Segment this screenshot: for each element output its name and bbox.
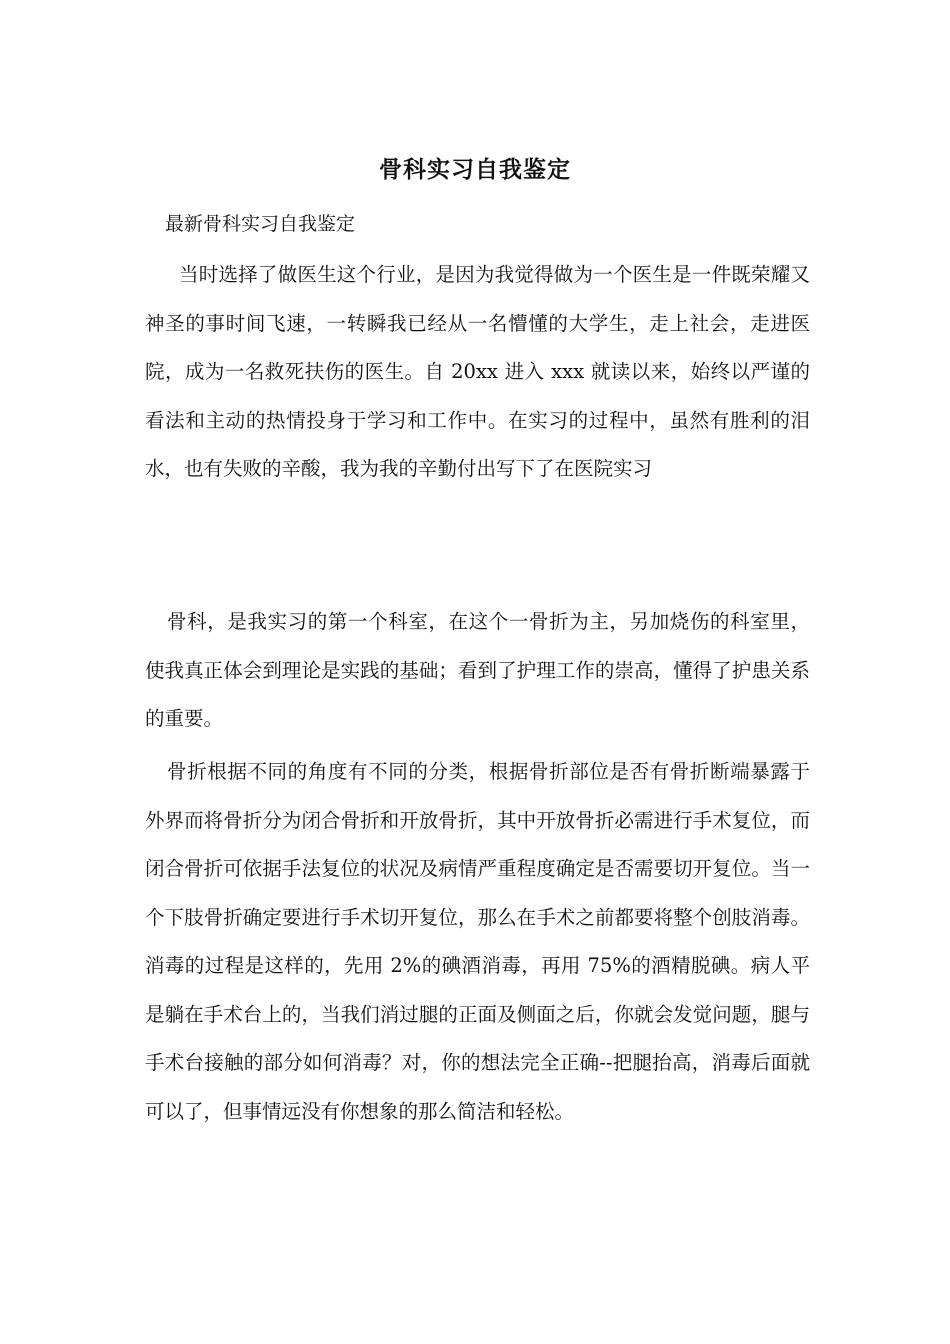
paragraph-fracture: 骨折根据不同的角度有不同的分类，根据骨折部位是否有骨折断端暴露于外界而将骨折分为闭合骨折和开放骨折，其中开放骨折必需进行手术复位，而闭合骨折可依据手法复位的状况及病情严重程度确定是否需要切开复位。当一个下肢骨折确定要进行手术切开复位，那么在手术之前都要将整个创肢消毒。消毒的过程是这样的，先用 2%的碘酒消毒，再用 75%的酒精脱碘。病人平是躺在手术台上的，当我们消过腿的正面及侧面之后，你就会发觉问题，腿与手术台接触的部分如何消毒？对，你的想法完全正确--把腿抬高，消毒后面就可以了，但事情远没有你想象的那么简洁和轻松。	[145, 760, 810, 1123]
document-title: 骨科实习自我鉴定	[379, 156, 571, 183]
paragraph-orthopedics: 骨科，是我实习的第一个科室，在这个一骨折为主，另加烧伤的科室里，使我真正体会到理论是实践的基础；看到了护理工作的崇高，懂得了护患关系的重要。	[145, 610, 810, 730]
paragraph-intro: 当时选择了做医生这个行业，是因为我觉得做为一个医生是一件既荣耀又神圣的事时间飞速，一转瞬我已经从一名懵懂的大学生，走上社会，走进医院，成为一名救死扶伤的医生。自 20xx 进入 xxx 就读以来，始终以严谨的看法和主动的热情投身于学习和工作中。在实习的过程中，虽然有胜利的泪水，也有失败的辛酸，我为我的辛勤付出写下了在医院实习	[145, 263, 810, 480]
document-subtitle: 最新骨科实习自我鉴定	[165, 213, 356, 235]
